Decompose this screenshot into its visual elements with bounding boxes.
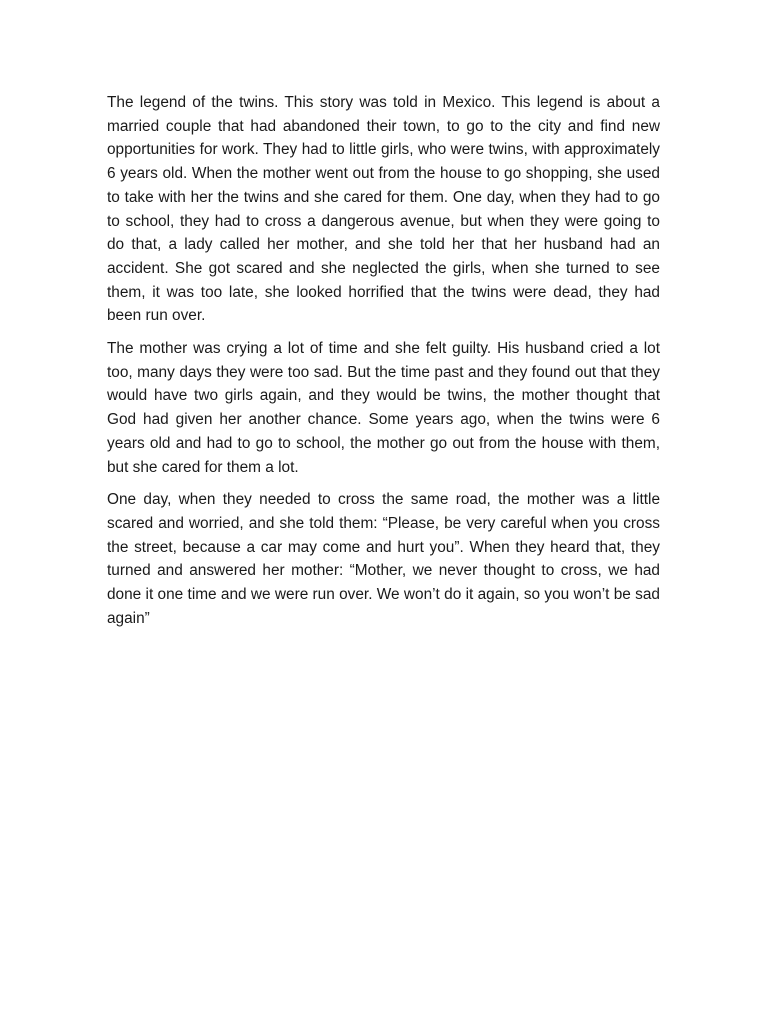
paragraph-2: The mother was crying a lot of time and she felt guilty. His husband cried a lot too, many days they were too sad. But the time past and they found out that they would have two girls again, and they would be twins, the mother thought that God had given her another chance. Some years ago, when the twins were 6 years old and had to go to school, the mother go out from the house with them, but she cared for them a lot. bbox=[107, 340, 660, 476]
paragraph-1: The legend of the twins. This story was told in Mexico. This legend is about a married couple that had abandoned their town, to go to the city and find new opportunities for work. They had to little girls, who were twins, with approximately 6 years old. When the mother went out from the house to go shopping, she used to take with her the twins and she cared for them. One day, when they had to go to school, they had to cross a dangerous avenue, but when they were going to do that, a lady called her mother, and she told her that her husband had an accident. She got scared and she neglected the girls, when she turned to see them, it was too late, she looked horrified that the twins were dead, they had been run over. bbox=[107, 94, 660, 325]
paragraph-3: One day, when they needed to cross the same road, the mother was a little scared and worried, and she told them: “Please, be very careful when you cross the street, because a car may come and hurt you”. When they heard that, they turned and answered her mother: “Mother, we never thought to cross, we had done it one time and we were run over. We won’t do it again, so you won’t be sad again” bbox=[107, 491, 660, 627]
document-body bbox=[107, 91, 660, 639]
